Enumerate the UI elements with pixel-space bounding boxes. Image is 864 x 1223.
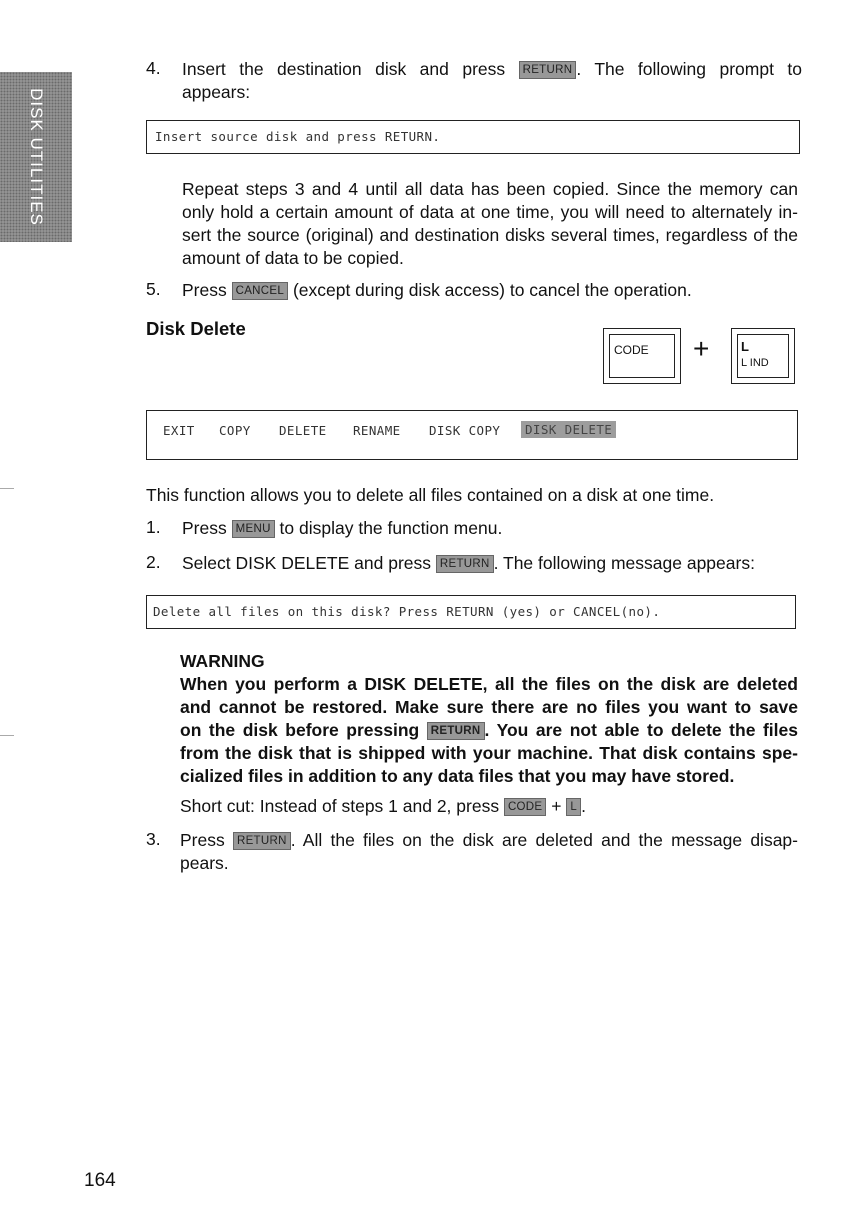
step2-text-after: . The following message appears:	[493, 553, 755, 573]
step3-line2: pears.	[180, 853, 229, 873]
menu-item-exit[interactable]: EXIT	[163, 423, 195, 438]
menu-key: MENU	[232, 520, 275, 538]
menu-item-delete[interactable]: DELETE	[279, 423, 327, 438]
step3-text-after: . All the files on the disk are deleted and the message disap-	[290, 830, 798, 850]
step-number: 3.	[146, 829, 161, 849]
delete-prompt-text: Delete all files on this disk? Press RETURN (yes) or CANCEL(no).	[153, 604, 661, 619]
l-key: L	[566, 798, 581, 816]
warning-title: WARNING	[180, 651, 265, 671]
warning-line3-text: on the disk before pressing	[180, 720, 420, 740]
step5-text: Press	[182, 280, 227, 300]
l-keycap	[731, 328, 795, 384]
warning-line2: and cannot be restored. Make sure there are no files you want to save	[180, 697, 798, 717]
function-menu-box	[146, 410, 798, 460]
margin-mark	[0, 735, 14, 736]
step-number: 4.	[146, 58, 161, 78]
step4-text-after: . The following prompt to	[576, 59, 802, 79]
step3-line1	[180, 829, 798, 852]
side-tab-label: DISK UTILITIES	[27, 88, 46, 226]
l-keycap-bottom: L IND	[741, 357, 769, 369]
step1-text: Press	[182, 518, 227, 538]
step1-line	[182, 517, 502, 540]
cancel-key: CANCEL	[232, 282, 288, 300]
repeat-line3: sert the source (original) and destination disks several times, regardless of the	[182, 225, 798, 245]
shortcut-text: Short cut: Instead of steps 1 and 2, press	[180, 796, 500, 816]
source-prompt-text: Insert source disk and press RETURN.	[155, 129, 441, 144]
return-key: RETURN	[427, 722, 485, 740]
warning-line3	[180, 719, 798, 742]
step2-text: Select DISK DELETE and press	[182, 553, 431, 573]
step4-line1	[182, 58, 802, 81]
step4-text: Insert the destination disk and press	[182, 59, 506, 79]
return-key: RETURN	[519, 61, 577, 79]
warning-line4: from the disk that is shipped with your machine. That disk contains spe-	[180, 743, 798, 763]
shortcut-period: .	[581, 796, 586, 816]
shortcut-plus: +	[551, 796, 562, 816]
return-key: RETURN	[233, 832, 291, 850]
warning-body	[180, 673, 798, 788]
delete-prompt-box	[146, 595, 796, 629]
menu-item-rename[interactable]: RENAME	[353, 423, 401, 438]
step4-line2: appears:	[182, 82, 251, 102]
warning-line1: When you perform a DISK DELETE, all the files on the disk are deleted	[180, 674, 798, 694]
code-keycap	[603, 328, 681, 384]
step1-text-after: to display the function menu.	[279, 518, 503, 538]
step-number: 1.	[146, 517, 161, 537]
step5-line	[182, 279, 692, 302]
step2-line	[182, 552, 755, 575]
plus-sign: +	[693, 333, 710, 364]
warning-line5: cialized files in addition to any data files that you may have stored.	[180, 766, 735, 786]
side-tab	[0, 72, 72, 242]
code-key: CODE	[504, 798, 546, 816]
step-number: 2.	[146, 552, 161, 572]
warning-line3-after: . You are not able to delete the files	[484, 720, 798, 740]
menu-item-disk-delete[interactable]: DISK DELETE	[521, 421, 616, 438]
code-keycap-label: CODE	[609, 334, 675, 378]
l-keycap-face	[737, 334, 789, 378]
step3-text: Press	[180, 830, 225, 850]
return-key: RETURN	[436, 555, 494, 573]
menu-item-disk-copy[interactable]: DISK COPY	[429, 423, 501, 438]
source-prompt-box	[146, 120, 800, 154]
intro-text: This function allows you to delete all files contained on a disk at one time.	[146, 485, 715, 505]
page-number: 164	[84, 1170, 116, 1191]
section-title: Disk Delete	[146, 318, 246, 339]
step-number: 5.	[146, 279, 161, 299]
margin-mark	[0, 488, 14, 489]
l-keycap-top: L	[741, 339, 749, 354]
repeat-line4: amount of data to be copied.	[182, 248, 404, 268]
repeat-paragraph	[182, 178, 798, 270]
repeat-line1: Repeat steps 3 and 4 until all data has been copied. Since the memory can	[182, 179, 798, 199]
repeat-line2: only hold a certain amount of data at one time, you will need to alternately in-	[182, 202, 798, 222]
shortcut-line	[180, 795, 586, 818]
menu-item-copy[interactable]: COPY	[219, 423, 251, 438]
step5-text-after: (except during disk access) to cancel the operation.	[292, 280, 692, 300]
